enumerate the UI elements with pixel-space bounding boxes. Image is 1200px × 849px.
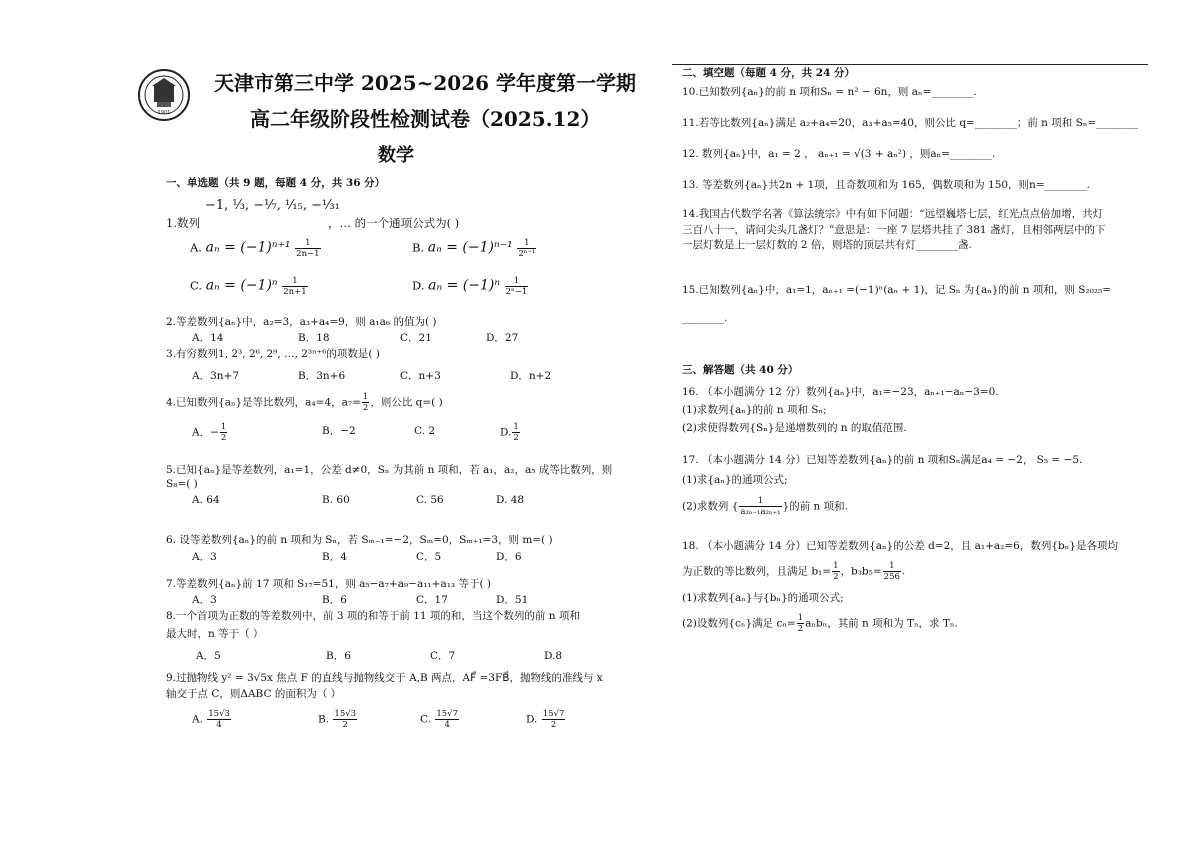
q7-option-b: B．6 [322, 594, 347, 606]
q16-line2: (1)求数列{aₙ}的前 n 项和 Sₙ; [682, 404, 827, 416]
q18-line2: 为正数的等比数列，且满足 b₁= $\frac{1}{2}$ ，b₃b₅= $\frac{1}{256}$ . [682, 561, 906, 582]
q15-line2: ________. [682, 312, 728, 324]
exam-title-line2: 高二年级阶段性检测试卷（2025.12） [250, 107, 601, 131]
q7-option-d: D．51 [496, 594, 529, 606]
q8-option-d: D.8 [544, 650, 563, 662]
q3-option-c: C．n+3 [400, 370, 441, 382]
q13: 13. 等差数列{aₙ}共2n + 1项，且奇数项和为 165，偶数项和为 150，则n=________. [682, 179, 1090, 191]
q5-option-a: A. 64 [192, 494, 220, 506]
q10: 10.已知数列{aₙ}的前 n 项和Sₙ = n² − 6n，则 aₙ=________. [682, 86, 977, 98]
q8-option-b: B．6 [326, 650, 351, 662]
q4-option-b: B．−2 [322, 425, 356, 437]
q4-stem: 4.已知数列{aₙ}是等比数列，a₄=4，a₇= $\frac{1}{2}$ ，则公比 q=( ) [166, 392, 443, 413]
q18-line3: (1)求数列{aₙ}与{bₙ}的通项公式; [682, 592, 844, 604]
q1-option-c: C. aₙ = (−1)ⁿ $\frac{1}{2n+1}$ [190, 276, 307, 297]
q8-stem-line1: 8.一个首项为正数的等差数列中，前 3 项的和等于前 11 项的和，当这个数列的前 n 项和 [166, 610, 580, 622]
q1-option-a: A. aₙ = (−1)ⁿ⁺¹ $\frac{1}{2n-1}$ [190, 238, 320, 259]
q9-option-b: B. $\frac{15√3}{2}$ [318, 709, 357, 730]
q2-option-c: C．21 [400, 332, 432, 344]
q9-option-a: A. $\frac{15√3}{4}$ [192, 709, 230, 730]
q5-stem-line2: S₈=( ) [166, 478, 198, 490]
q11: 11.若等比数列{aₙ}满足 a₂+a₄=20，a₃+a₅=40，则公比 q=________；前 n 项和 Sₙ=________ [682, 117, 1139, 129]
section2-heading: 二、填空题（每题 4 分，共 24 分） [682, 67, 856, 79]
school-seal [137, 68, 191, 122]
q4-option-c: C. 2 [414, 425, 436, 437]
q7-option-c: C．17 [416, 594, 448, 606]
q2-option-b: B．18 [298, 332, 330, 344]
q3-option-b: B．3n+6 [298, 370, 346, 382]
q6-option-d: D．6 [496, 551, 522, 563]
q2-option-a: A．14 [192, 332, 224, 344]
section3-heading: 三、解答题（共 40 分） [682, 364, 799, 376]
q18-line4: (2)设数列{cₙ}满足 cₙ= $\frac{1}{2}$ aₙbₙ，其前 n 项和为 Tₙ，求 Tₙ. [682, 613, 958, 634]
q14-line1: 14.我国古代数学名著《算法统宗》中有如下问题：“远望巍塔七层，红光点点倍加增，共灯 [682, 208, 1104, 220]
q6-stem: 6. 设等差数列{aₙ}的前 n 项和为 Sₙ，若 Sₘ₋₁=−2，Sₘ=0，Sₘ₊₁=3，则 m=( ) [166, 534, 553, 546]
q2-option-d: D．27 [486, 332, 519, 344]
q1-stem-suffix: ，… 的一个通项公式为( ) [328, 216, 460, 230]
q8-option-c: C．7 [430, 650, 456, 662]
q6-option-b: B．4 [322, 551, 347, 563]
q17-line3: (2)求数列 { $\frac{1}{\text{a₂ₙ₋₁a₂ₙ₊₁}}$ }的前 n 项和. [682, 496, 848, 517]
q17-line2: (1)求{aₙ}的通项公式; [682, 474, 788, 486]
q9-stem-line2: 轴交于点 C，则ΔABC 的面积为（ ） [166, 688, 342, 700]
q1-option-d: D. aₙ = (−1)ⁿ $\frac{1}{\text{2ⁿ−1}}$ [412, 276, 528, 297]
subject-title: 数学 [378, 145, 414, 166]
q5-option-b: B. 60 [322, 494, 350, 506]
q1-stem-prefix: 1.数列 [166, 216, 200, 230]
q14-line2: 三百八十一，请问尖头几盏灯？”意思是：一座 7 层塔共挂了 381 盏灯，且相邻两层中的下 [682, 224, 1106, 236]
q3-stem: 3.有穷数列1, 2³, 2⁶, 2⁹, …, 2³ⁿ⁺⁶的项数是( ) [166, 348, 380, 360]
q1-option-b: B. aₙ = (−1)ⁿ⁻¹ $\frac{1}{\text{2ⁿ⁻¹}}$ [412, 238, 536, 259]
q8-option-a: A．5 [196, 650, 221, 662]
q6-option-a: A．3 [192, 551, 217, 563]
top-rule [672, 64, 1148, 65]
q8-stem-line2: 最大时，n 等于（ ） [166, 628, 264, 640]
q9-option-c: C. $\frac{15√7}{4}$ [420, 709, 458, 730]
q5-option-c: C. 56 [416, 494, 444, 506]
q12: 12. 数列{aₙ}中，a₁ = 2 ， aₙ₊₁ = √(3 + aₙ²) ，则aₙ=________. [682, 148, 996, 160]
q16-line1: 16. （本小题满分 12 分）数列{aₙ}中，a₁=−23，aₙ₊₁−aₙ−3=0. [682, 386, 999, 398]
q14-line3: 一层灯数是上一层灯数的 2 倍，则塔的顶层共有灯________盏. [682, 239, 972, 251]
q2-stem: 2.等差数列{aₙ}中，a₂=3，a₃+a₄=9，则 a₁a₆ 的值为( ) [166, 316, 437, 328]
q9-stem-line1: 9.过抛物线 y² = 3√5x 焦点 F 的直线与抛物线交于 A,B 两点，AF⃗ =3FB⃗，抛物线的准线与 x [166, 672, 603, 684]
q3-option-a: A．3n+7 [192, 370, 240, 382]
q7-option-a: A．3 [192, 594, 217, 606]
q9-option-d: D. $\frac{15√7}{2}$ [526, 709, 565, 730]
q7-stem: 7.等差数列{aₙ}前 17 项和 S₁₇=51，则 a₅−a₇+a₉−a₁₁+a₁₃ 等于( ) [166, 578, 491, 590]
section1-heading: 一、单选题（共 9 题，每题 4 分，共 36 分） [166, 177, 386, 189]
svg-text:1901: 1901 [157, 110, 171, 116]
q6-option-c: C．5 [416, 551, 442, 563]
q15-line1: 15.已知数列{aₙ}中，a₁=1，aₙ₊₁ =(−1)ⁿ(aₙ + 1)，记 Sₙ 为{aₙ}的前 n 项和，则 S₂₀₂₅= [682, 284, 1112, 296]
q18-line1: 18. （本小题满分 14 分）已知等差数列{aₙ}的公差 d=2，且 a₁+a₂=6，数列{bₙ}是各项均 [682, 540, 1118, 552]
exam-title-line1: 天津市第三中学 2025~2026 学年度第一学期 [214, 71, 637, 95]
q16-line3: (2)求使得数列{Sₙ}是递增数列的 n 的取值范围. [682, 422, 907, 434]
q5-stem-line1: 5.已知{aₙ}是等差数列，a₁=1，公差 d≠0，Sₙ 为其前 n 项和，若 a₁，a₂，a₅ 成等比数列，则 [166, 464, 613, 476]
q17-line1: 17. （本小题满分 14 分）已知等差数列{aₙ}的前 n 项和Sₙ满足a₄ = −2， S₅ = −5. [682, 454, 1083, 466]
q5-option-d: D. 48 [496, 494, 525, 506]
q4-option-d: D. $\frac{1}{2}$ [500, 422, 519, 443]
q3-option-d: D．n+2 [510, 370, 552, 382]
q1-sequence: −1, ⅓, −⅐, ¹⁄₁₅, −¹⁄₃₁ [205, 198, 340, 213]
q4-option-a: A．− $\frac{1}{2}$ [192, 422, 227, 443]
